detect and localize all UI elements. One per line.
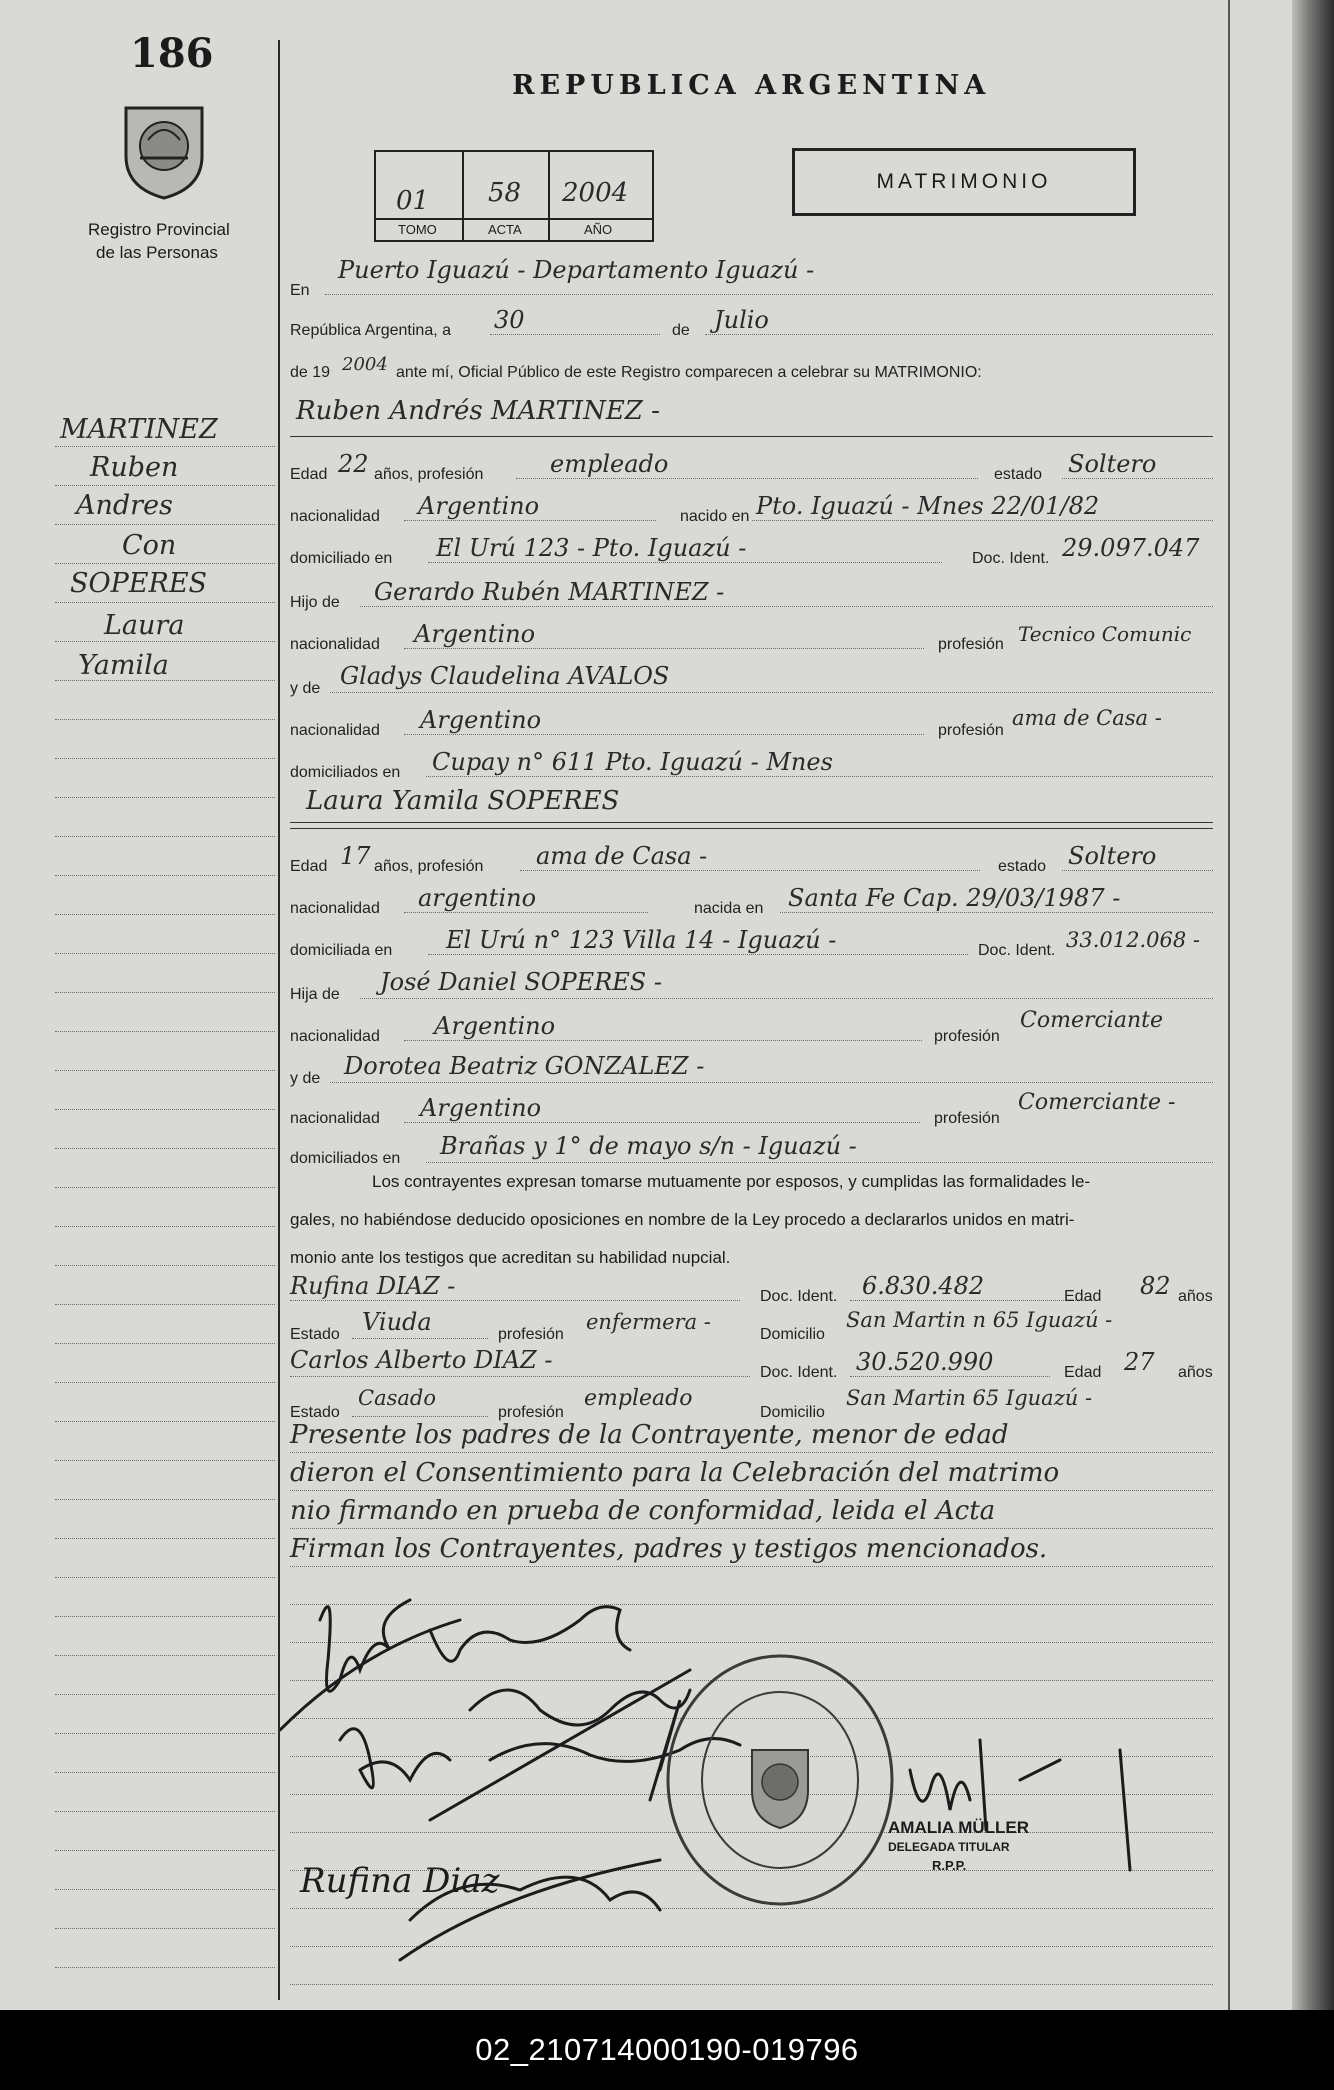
label-nacionalidad: nacionalidad [290,508,380,525]
footer-id: 02_210714000190-019796 [0,2010,1334,2090]
label-profesion-w2: profesión [498,1404,564,1421]
margin-rule [55,1109,275,1110]
margin-rule [55,1421,275,1422]
groom-profession: empleado [550,450,669,478]
margin-rule [55,836,275,837]
witness1-age: 82 [1140,1272,1171,1300]
official-name: AMALIA MÜLLER [888,1818,1030,1837]
margin-rule [55,797,275,798]
boilerplate-line2: gales, no habiéndose deducido oposiciones en nombre de la Ley procedo a declararlos unidos en matri- [290,1210,1075,1229]
bride-age: 17 [340,842,371,870]
remark-line4: Firman los Contrayentes, padres y testigos mencionados. [290,1534,1048,1564]
bride-mother-nationality: Argentino [420,1094,542,1122]
groom-nationality: Argentino [418,492,540,520]
margin-rule [55,1967,275,1968]
boilerplate-line1: Los contrayentes expresan tomarse mutuamente por esposos, y cumplidas las formalidades le- [372,1172,1091,1191]
official-signature-scribble [900,1720,1140,1880]
label-edad: Edad [290,466,328,483]
official-office: R.P.P. [932,1858,967,1873]
registry-name-line1: Registro Provincial [88,220,230,239]
label-anos-w2: años [1178,1364,1213,1381]
margin-rule [55,914,275,915]
official-seal-icon [660,1650,900,1910]
margin-rule [55,641,275,642]
margin-rule [55,1655,275,1656]
witness1-status: Viuda [362,1308,432,1336]
boilerplate-line3: monio ante los testigos que acreditan su habilidad nupcial. [290,1248,731,1267]
label-domiciliada: domiciliada en [290,942,393,959]
blank-rule [290,1984,1213,1985]
margin-rule [55,485,275,486]
margin-name: Ruben [90,452,179,483]
label-nacida: nacida en [694,900,764,917]
margin-name: Laura [104,610,185,641]
groom-age: 22 [338,450,369,478]
record-type: MATRIMONIO [876,170,1052,193]
bride-father-profession: Comerciante [1020,1008,1163,1033]
label-de19: de 19 [290,364,331,381]
acta-value: 58 [488,178,522,208]
groom-doc: 29.097.047 [1062,534,1200,562]
label-hija: Hija de [290,986,340,1003]
tomo-label: TOMO [398,222,437,237]
margin-rule [55,1460,275,1461]
margin-rule [55,1265,275,1266]
label-de: de [672,322,690,339]
label-nacionalidad-bf: nacionalidad [290,1028,380,1045]
margin-rule [55,1733,275,1734]
margin-rule [55,953,275,954]
groom-status: Soltero [1068,450,1157,478]
page-edge [1292,0,1334,2010]
bride-nationality: argentino [418,884,537,912]
remark-line2: dieron el Consentimiento para la Celebración del matrimo [290,1458,1060,1488]
groom-birthplace: Pto. Iguazú - Mnes 22/01/82 [756,492,1100,520]
label-estado-b: estado [998,858,1047,875]
margin-rule [55,875,275,876]
witness1-doc: 6.830.482 [862,1272,985,1300]
margin-rule [55,1577,275,1578]
label-doc-b: Doc. Ident. [978,942,1056,959]
groom-address: El Urú 123 - Pto. Iguazú - [436,534,747,562]
label-republica: República Argentina, a [290,322,451,339]
label-profesion-gm: profesión [938,722,1004,739]
groom-mother: Gladys Claudelina AVALOS [340,662,670,690]
registry-number-box [374,150,654,242]
label-nacido: nacido en [680,508,750,525]
margin-rule [55,1031,275,1032]
folio-number: 186 [130,30,214,77]
country-title: REPUBLICA ARGENTINA [512,70,991,101]
label-comparecen: ante mí, Oficial Público de este Registro comparecen a celebrar su MATRIMONIO: [396,364,982,381]
label-nacionalidad-gf: nacionalidad [290,636,380,653]
label-nacionalidad-gm: nacionalidad [290,722,380,739]
bride-mother-profession: Comerciante - [1018,1090,1176,1115]
label-anos-profesion: años, profesión [374,466,484,483]
bride-birthplace: Santa Fe Cap. 29/03/1987 - [788,884,1121,912]
remark-line3: nio firmando en prueba de conformidad, leida el Acta [290,1496,996,1526]
margin-rule [55,1811,275,1812]
margin-rule [55,1889,275,1890]
bride-father: José Daniel SOPERES - [380,968,662,996]
witness2-profession: empleado [584,1386,693,1411]
day-value: 30 [494,306,525,334]
groom-mother-profession: ama de Casa - [1012,706,1162,730]
label-nacionalidad-bm: nacionalidad [290,1110,380,1127]
label-profesion-gf: profesión [938,636,1004,653]
month-value: Julio [714,306,769,334]
label-doc-w1: Doc. Ident. [760,1288,838,1305]
witness1-name: Rufina DIAZ - [290,1272,456,1300]
tomo-value: 01 [396,186,430,216]
margin-rule [55,602,275,603]
margin-rule [55,1538,275,1539]
margin-rule [55,1382,275,1383]
margin-rule [55,1187,275,1188]
label-anos-w1: años [1178,1288,1213,1305]
groom-name: Ruben Andrés MARTINEZ - [296,396,660,426]
label-anos-profesion-b: años, profesión [374,858,484,875]
label-estado-w1: Estado [290,1326,340,1343]
margin-rule [55,1304,275,1305]
remark-line1: Presente los padres de la Contrayente, menor de edad [290,1420,1009,1450]
margin-rule [55,1694,275,1695]
label-domicilio-w2: Domicilio [760,1404,825,1421]
bride-address: El Urú n° 123 Villa 14 - Iguazú - [446,926,837,954]
margin-name: Yamila [78,650,169,681]
groom-mother-nationality: Argentino [420,706,542,734]
bride-father-nationality: Argentino [434,1012,556,1040]
margin-rule [55,1070,275,1071]
bride-profession: ama de Casa - [536,842,708,870]
witness2-age: 27 [1124,1348,1155,1376]
record-type-box [792,148,1136,216]
label-profesion-w1: profesión [498,1326,564,1343]
label-yde-b: y de [290,1070,321,1087]
margin-rule [55,446,275,447]
provincial-shield-icon [118,100,210,202]
anio-value: 2004 [562,178,629,208]
label-domicilio-w1: Domicilio [760,1326,825,1343]
witness2-doc: 30.520.990 [856,1348,994,1376]
bride-status: Soltero [1068,842,1157,870]
label-estado-w2: Estado [290,1404,340,1421]
margin-name: SOPERES [70,568,208,599]
official-title: DELEGADA TITULAR [888,1840,1010,1854]
label-nacionalidad-b: nacionalidad [290,900,380,917]
label-estado: estado [994,466,1043,483]
margin-rule [55,680,275,681]
margin-rule [55,1499,275,1500]
witness1-address: San Martin n 65 Iguazú - [846,1308,1113,1332]
bride-name: Laura Yamila SOPERES [306,786,620,816]
margin-name: Andres [76,490,173,521]
margin-rule [55,719,275,720]
margin-rule [55,1850,275,1851]
bride-mother: Dorotea Beatriz GONZALEZ - [344,1052,705,1080]
label-hijo: Hijo de [290,594,340,611]
bride-doc: 33.012.068 - [1066,928,1201,952]
label-domiciliados: domiciliados en [290,764,401,781]
label-en: En [290,282,310,299]
right-margin-line [1228,0,1230,2010]
label-edad-b: Edad [290,858,328,875]
anio-label: AÑO [584,222,613,237]
witness2-address: San Martin 65 Iguazú - [846,1386,1093,1410]
label-profesion-bf: profesión [934,1028,1000,1045]
witness2-name: Carlos Alberto DIAZ - [290,1346,553,1374]
registry-name-line2: de las Personas [96,243,218,262]
margin-name: Con [122,530,177,561]
groom-father: Gerardo Rubén MARTINEZ - [374,578,725,606]
label-edad-w1: Edad [1064,1288,1102,1305]
margin-rule [55,992,275,993]
year-suffix: 2004 [342,354,388,375]
bride-parents-address: Brañas y 1° de mayo s/n - Iguazú - [440,1132,857,1160]
margin-rule [55,1148,275,1149]
witness1-profession: enfermera - [586,1310,711,1334]
label-yde: y de [290,680,321,697]
margin-rule [55,1928,275,1929]
groom-father-nationality: Argentino [414,620,536,648]
place-value: Puerto Iguazú - Departamento Iguazú - [338,256,815,284]
margin-name: MARTINEZ [60,414,218,445]
witness-signature-text: Rufina Diaz [300,1861,500,1901]
margin-rule [55,524,275,525]
witness2-status: Casado [358,1386,436,1410]
groom-parents-address: Cupay n° 611 Pto. Iguazú - Mnes [432,748,833,776]
label-domiciliado: domiciliado en [290,550,393,567]
margin-rule [55,1343,275,1344]
margin-rule [55,1772,275,1773]
margin-rule [55,1226,275,1227]
margin-rule [55,1616,275,1617]
label-doc-w2: Doc. Ident. [760,1364,838,1381]
margin-rule [55,758,275,759]
label-doc: Doc. Ident. [972,550,1050,567]
label-domiciliados-b: domiciliados en [290,1150,401,1167]
acta-label: ACTA [488,222,522,237]
label-edad-w2: Edad [1064,1364,1102,1381]
margin-rule [55,563,275,564]
groom-father-profession: Tecnico Comunic [1018,622,1192,646]
label-profesion-bm: profesión [934,1110,1000,1127]
